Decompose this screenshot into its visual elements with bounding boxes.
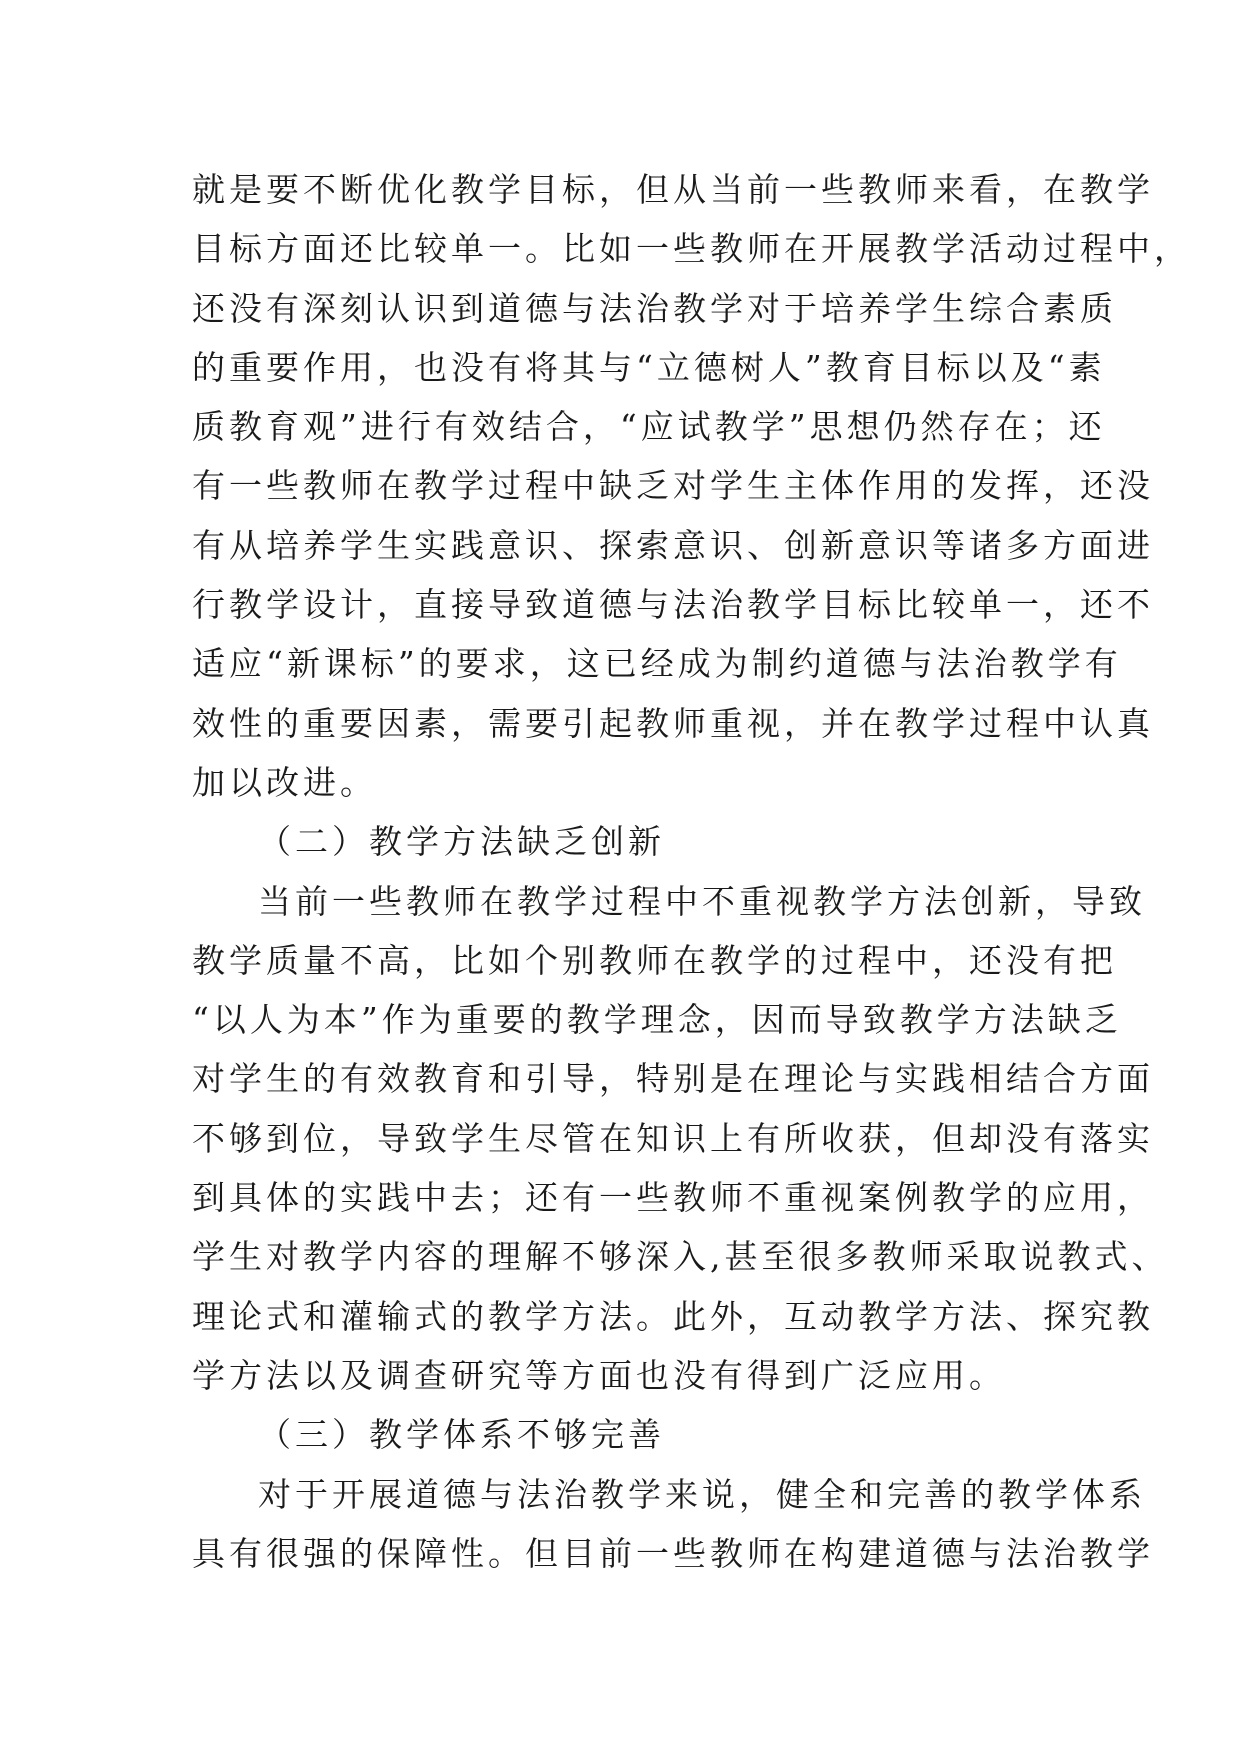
text-line: 具有很强的保障性。但目前一些教师在构建道德与法治教学 (192, 1533, 1154, 1573)
text-line: 适应“新课标”的要求，这已经成为制约道德与法治教学有 (192, 644, 1122, 684)
text-line: 教学质量不高，比如个别教师在教学的过程中，还没有把 (192, 940, 1117, 980)
text-line: 加以改进。 (192, 762, 377, 802)
text-line: 行教学设计，直接导致道德与法治教学目标比较单一，还不 (192, 585, 1154, 625)
text-line: 目标方面还比较单一。比如一些教师在开展教学活动过程中， (192, 229, 1191, 269)
text-line: 到具体的实践中去；还有一些教师不重视案例教学的应用， (192, 1178, 1154, 1218)
text-line: 学生对教学内容的理解不够深入,甚至很多教师采取说教式、 (192, 1237, 1169, 1277)
text-line: 有从培养学生实践意识、探索意识、创新意识等诸多方面进 (192, 525, 1154, 565)
section-heading: （二）教学方法缺乏创新 (258, 822, 665, 862)
text-line: 理论式和灌输式的教学方法。此外，互动教学方法、探究教 (192, 1296, 1154, 1336)
text-line: 学方法以及调查研究等方面也没有得到广泛应用。 (192, 1355, 1006, 1395)
text-line: 的重要作用，也没有将其与“立德树人”教育目标以及“素 (192, 347, 1106, 387)
text-line: 对学生的有效教育和引导，特别是在理论与实践相结合方面 (192, 1059, 1154, 1099)
text-line: 还没有深刻认识到道德与法治教学对于培养学生综合素质 (192, 288, 1117, 328)
document-body (192, 160, 1191, 1583)
section-heading: （三）教学体系不够完善 (258, 1415, 665, 1455)
text-line: 质教育观”进行有效结合，“应试教学”思想仍然存在；还 (192, 407, 1106, 447)
text-line: 有一些教师在教学过程中缺乏对学生主体作用的发挥，还没 (192, 466, 1154, 506)
text-line: 就是要不断优化教学目标，但从当前一些教师来看，在教学 (192, 170, 1154, 209)
paragraph-first-line: 对于开展道德与法治教学来说，健全和完善的教学体系 (258, 1474, 1146, 1514)
text-line: 效性的重要因素，需要引起教师重视，并在教学过程中认真 (192, 703, 1154, 743)
paragraph-first-line: 当前一些教师在教学过程中不重视教学方法创新，导致 (258, 881, 1146, 921)
text-line: 不够到位，导致学生尽管在知识上有所收获，但却没有落实 (192, 1118, 1154, 1158)
text-line: “以人为本”作为重要的教学理念，因而导致教学方法缺乏 (192, 1000, 1122, 1040)
